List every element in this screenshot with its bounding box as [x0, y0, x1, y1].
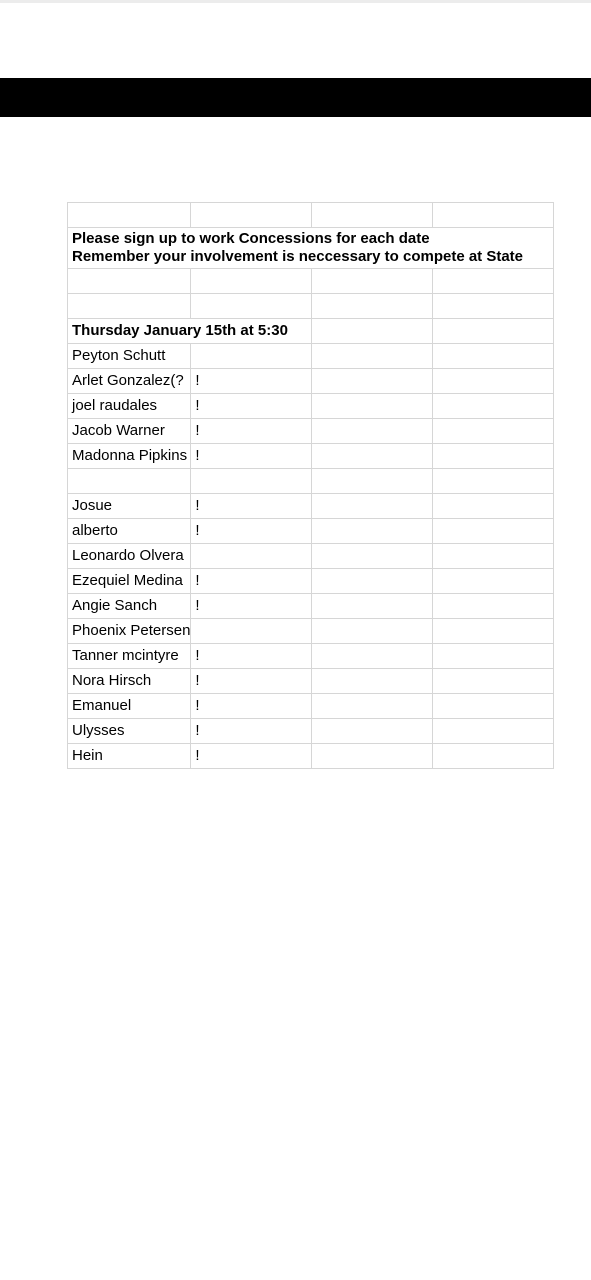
signup-name: Peyton Schutt [68, 344, 191, 369]
sheet-cell [433, 394, 554, 419]
signup-mark [191, 344, 312, 369]
signup-mark: ! [191, 444, 312, 469]
sheet-cell [191, 469, 312, 494]
signup-name: joel raudales [68, 394, 191, 419]
signup-mark [191, 544, 312, 569]
signup-mark: ! [191, 569, 312, 594]
signup-mark: ! [191, 644, 312, 669]
sheet-cell [312, 203, 433, 228]
signup-name: Ulysses [68, 719, 191, 744]
sheet-row [68, 269, 554, 294]
sheet-cell [433, 203, 554, 228]
instructions-line-1: Please sign up to work Concessions for each date [72, 230, 430, 247]
signup-mark: ! [191, 419, 312, 444]
sheet-cell [68, 269, 191, 294]
sheet-cell [312, 469, 433, 494]
sheet-cell [433, 669, 554, 694]
sheet-row-spacer [68, 469, 554, 494]
sheet-cell [312, 569, 433, 594]
sheet-cell [312, 394, 433, 419]
signup-row [68, 419, 554, 444]
signup-row [68, 544, 554, 569]
sheet-cell [433, 469, 554, 494]
signup-mark: ! [191, 694, 312, 719]
signup-row [68, 669, 554, 694]
signup-name: Madonna Pipkins [68, 444, 191, 469]
sheet-cell [312, 294, 433, 319]
sheet-cell [312, 494, 433, 519]
sheet-cell [312, 644, 433, 669]
signup-row [68, 744, 554, 769]
sheet-cell [312, 719, 433, 744]
sheet-cell [433, 594, 554, 619]
signup-name: Angie Sanch [68, 594, 191, 619]
sheet-cell [433, 444, 554, 469]
sheet-row-date [68, 319, 554, 344]
signup-row [68, 594, 554, 619]
sheet-cell [433, 294, 554, 319]
sheet-cell [312, 744, 433, 769]
sheet-cell [312, 344, 433, 369]
sheet-cell [433, 744, 554, 769]
signup-name: Ezequiel Medina [68, 569, 191, 594]
signup-row [68, 344, 554, 369]
sheet-cell [433, 494, 554, 519]
screen-top-edge [0, 0, 591, 3]
signup-name: Hein [68, 744, 191, 769]
signup-row [68, 394, 554, 419]
sheet-cell [433, 369, 554, 394]
date-heading: Thursday January 15th at 5:30 [68, 319, 312, 344]
signup-row [68, 644, 554, 669]
signup-row [68, 569, 554, 594]
signup-row [68, 494, 554, 519]
signup-name: Tanner mcintyre [68, 644, 191, 669]
instructions-line-2: Remember your involvement is neccessary to compete at State [72, 248, 524, 265]
signup-name: Arlet Gonzalez(? [68, 369, 191, 394]
sheet-cell [191, 203, 312, 228]
signup-mark: ! [191, 744, 312, 769]
signup-row [68, 619, 554, 644]
sheet-cell [312, 369, 433, 394]
sheet-cell [312, 444, 433, 469]
sheet-cell [312, 594, 433, 619]
signup-sheet [67, 202, 554, 769]
sheet-cell [191, 269, 312, 294]
signup-name: Jacob Warner [68, 419, 191, 444]
redaction-bar [0, 78, 591, 117]
sheet-cell [312, 544, 433, 569]
sheet-cell [433, 269, 554, 294]
signup-name: Leonardo Olvera [68, 544, 191, 569]
sheet-cell [433, 694, 554, 719]
sheet-row [68, 294, 554, 319]
sheet-cell [312, 419, 433, 444]
sheet-cell [433, 419, 554, 444]
sheet-cell [433, 719, 554, 744]
sheet-cell [433, 344, 554, 369]
signup-mark: ! [191, 494, 312, 519]
signup-mark: ! [191, 369, 312, 394]
signup-mark: ! [191, 394, 312, 419]
sheet-cell [433, 319, 554, 344]
sheet-cell [433, 619, 554, 644]
signup-name: alberto [68, 519, 191, 544]
sheet-cell [433, 519, 554, 544]
signup-mark: ! [191, 519, 312, 544]
sheet-row-instructions [68, 228, 554, 269]
sheet-cell [312, 619, 433, 644]
signup-name: Emanuel [68, 694, 191, 719]
signup-mark [191, 619, 312, 644]
signup-name: Phoenix Petersen [68, 619, 191, 644]
sheet-cell [68, 203, 191, 228]
signup-row [68, 519, 554, 544]
sheet-cell [312, 269, 433, 294]
sheet-cell [191, 294, 312, 319]
signup-mark: ! [191, 669, 312, 694]
sheet-cell [312, 319, 433, 344]
signup-name: Josue [68, 494, 191, 519]
signup-mark: ! [191, 594, 312, 619]
signup-name: Nora Hirsch [68, 669, 191, 694]
sheet-row [68, 203, 554, 228]
signup-mark: ! [191, 719, 312, 744]
signup-row [68, 719, 554, 744]
signup-row [68, 369, 554, 394]
signup-row [68, 694, 554, 719]
sheet-cell [68, 294, 191, 319]
sheet-cell [433, 569, 554, 594]
sheet-cell [312, 669, 433, 694]
sheet-cell [433, 544, 554, 569]
sheet-cell [68, 469, 191, 494]
sheet-cell [433, 644, 554, 669]
sheet-cell [312, 519, 433, 544]
sheet-cell [312, 694, 433, 719]
signup-row [68, 444, 554, 469]
instructions-cell [68, 228, 554, 269]
